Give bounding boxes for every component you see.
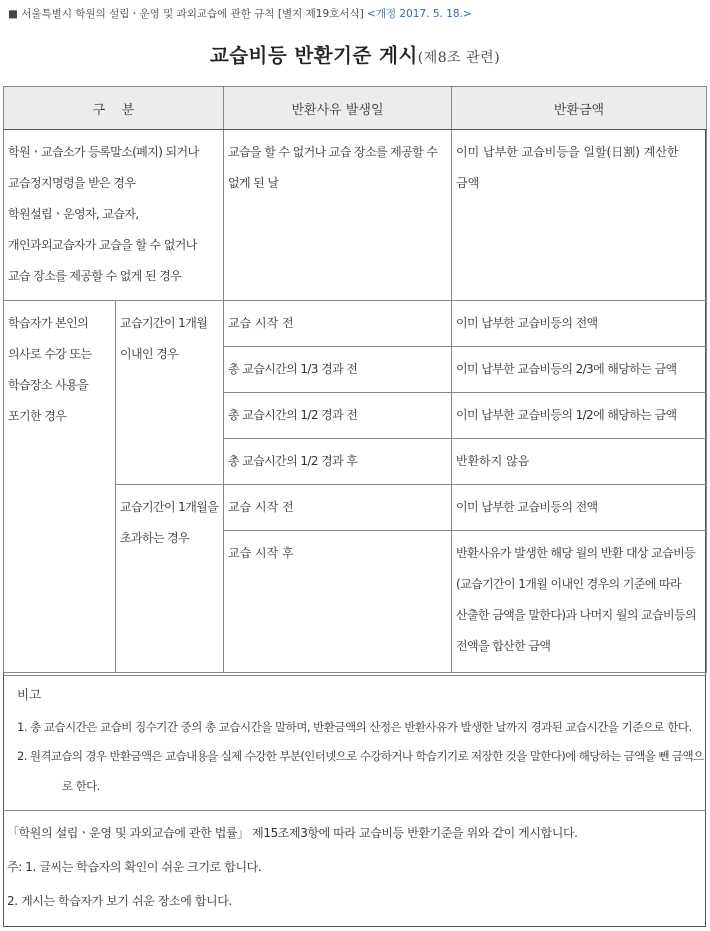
revision-date: <개정 2017. 5. 18.> xyxy=(367,8,472,20)
footer-note: 주: 1. 글씨는 학습자의 확인이 쉬운 크기로 합니다. xyxy=(7,860,262,874)
header-category: 구 분 xyxy=(4,87,224,130)
occurrence-cell: 총 교습시간의 1/3 경과 전 xyxy=(228,362,358,376)
row1-amount: 이미 납부한 교습비등을 일할(日割) 계산한 금액 xyxy=(456,145,679,190)
row2-category: 학습자가 본인의 의사로 수강 또는 학습장소 사용을 포기한 경우 xyxy=(8,316,92,423)
table-header-row xyxy=(4,87,707,130)
page-title xyxy=(0,40,710,68)
remark-item: 1. 총 교습시간은 교습비 징수기간 중의 총 교습시간을 말하며, 반환금액의 산정은 반환사유가 발생한 날까지 경과된 교습시간을 기준으로 한다. xyxy=(17,720,692,734)
amount-cell: 이미 납부한 교습비등의 2/3에 해당하는 금액 xyxy=(456,362,677,376)
row1-occurrence: 교습을 할 수 없거나 교습 장소를 제공할 수 없게 된 날 xyxy=(228,145,438,190)
amount-cell: 이미 납부한 교습비등의 1/2에 해당하는 금액 xyxy=(456,408,677,422)
remarks-heading: 비고 xyxy=(17,687,42,702)
header-amount: 반환금액 xyxy=(452,87,707,130)
occurrence-cell: 교습 시작 전 xyxy=(228,316,294,330)
amount-cell: 반환하지 않음 xyxy=(456,454,530,468)
occurrence-cell: 교습 시작 전 xyxy=(228,500,294,514)
remarks-section xyxy=(3,675,706,811)
header-occurrence: 반환사유 발생일 xyxy=(224,87,452,130)
footer-note: 2. 게시는 학습자가 보기 쉬운 장소에 합니다. xyxy=(7,894,232,908)
form-source-line xyxy=(8,6,472,21)
group1-period: 교습기간이 1개월 이내인 경우 xyxy=(120,316,208,361)
amount-cell: 이미 납부한 교습비등의 전액 xyxy=(456,500,598,514)
group2-period: 교습기간이 1개월을 초과하는 경우 xyxy=(120,500,219,545)
amount-cell: 이미 납부한 교습비등의 전액 xyxy=(456,316,598,330)
amount-cell: 반환사유가 발생한 해당 월의 반환 대상 교습비등(교습기간이 1개월 이내인 경우의 기준에 따라 산출한 금액을 말한다)과 나머지 월의 교습비등의 전액을 합산한 금액 xyxy=(456,546,696,653)
table-row xyxy=(4,301,707,347)
remark-item: 2. 원격교습의 경우 반환금액은 교습내용을 실제 수강한 부분(인터넷으로 수강하거나 학습기기로 저장한 것을 말한다)에 해당하는 금액을 뺀 금액으 xyxy=(17,749,704,763)
regulation-reference: ■ 서울특별시 학원의 설립ㆍ운영 및 과외교습에 관한 규칙 [별지 제19호서식] xyxy=(8,8,364,20)
title-main: 교습비등 반환기준 게시 xyxy=(209,44,418,67)
refund-table xyxy=(3,86,707,673)
table-row xyxy=(4,130,707,301)
row1-category: 학원ㆍ교습소가 등록말소(폐지) 되거나 교습정지명령을 받은 경우 학원설립ㆍ운영자, 교습자, 개인과외교습자가 교습을 할 수 없거나 교습 장소를 제공할 수 없게 된 경우 xyxy=(8,145,199,283)
remark-item-continued: 로 한다. xyxy=(62,779,100,793)
posting-statement: 「학원의 설립ㆍ운영 및 과외교습에 관한 법률」 제15조제3항에 따라 교습비등 반환기준을 위와 같이 게시합니다. xyxy=(7,826,578,840)
occurrence-cell: 교습 시작 후 xyxy=(228,546,294,560)
occurrence-cell: 총 교습시간의 1/2 경과 후 xyxy=(228,454,358,468)
title-subtitle: (제8조 관련) xyxy=(417,50,501,66)
occurrence-cell: 총 교습시간의 1/2 경과 전 xyxy=(228,408,358,422)
